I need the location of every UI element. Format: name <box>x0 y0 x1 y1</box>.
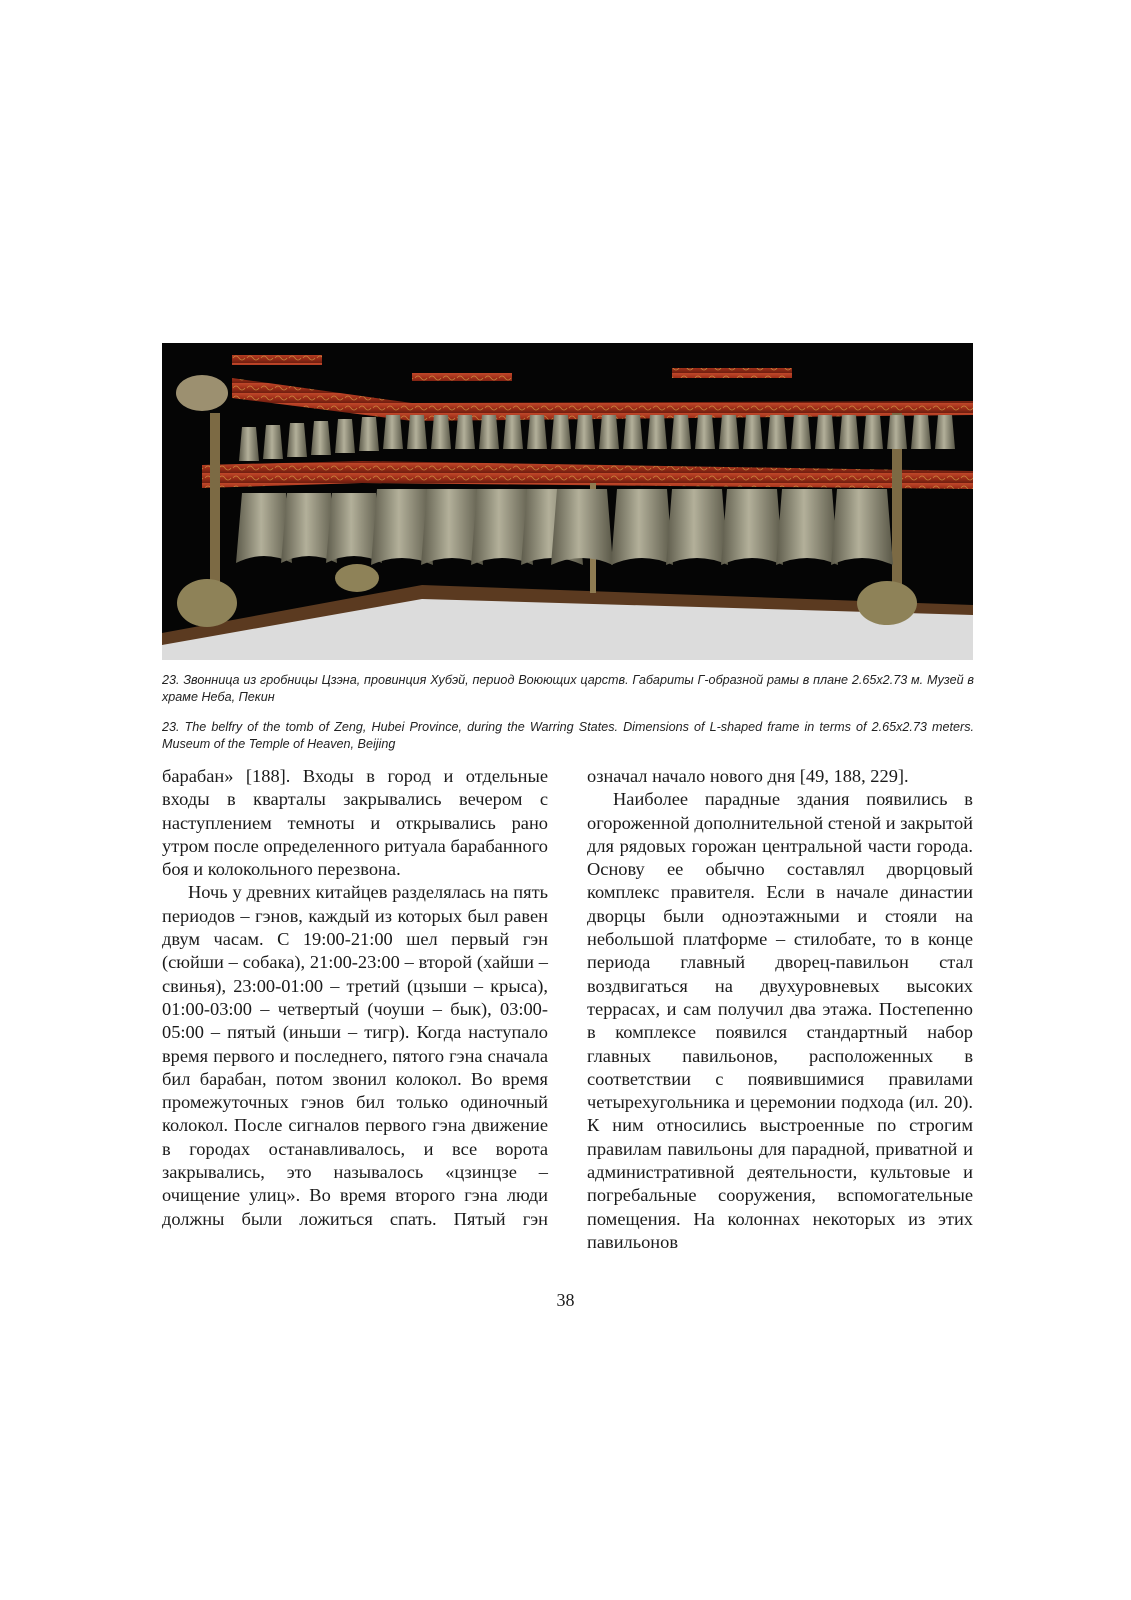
small-bell <box>575 415 595 449</box>
left-paragraph-2: Ночь у древних китайцев разделялась на пять периодов – гэнов, каждый из которых был равен двум часам. С 19:00-21:00 шел первый гэн (сюйши – собака), 21:00-23:00 – второй (хайши – свинья), 23:00-01:00 – третий (цзыши – крыса), 01:00-03:00 – четвертый (чоуши – бык), 03:00-05:00 – пятый (иньши – тигр). Когда наступало время первого и последнего, пятого гэна сначала бил барабан, потом звонил колокол. Во время промежуточных гэнов бил только одиночный колокол. После сигналов первого гэна движение в городах останавливалось, и все ворота закрывались, это называлось «цзинцзе – очищение улиц». Во время второго гэна люди должны были ложиться спать. Пятый гэн <box>162 882 548 1229</box>
large-bell <box>831 489 893 565</box>
small-bell <box>695 415 715 449</box>
small-bell <box>359 417 379 451</box>
page-number: 38 <box>556 1290 575 1310</box>
small-bell <box>863 415 883 449</box>
lower-bell-row <box>236 489 893 565</box>
small-bell <box>791 415 811 449</box>
small-bell <box>407 415 427 449</box>
small-bell <box>287 423 307 457</box>
small-bell <box>839 415 859 449</box>
small-bell <box>431 415 451 449</box>
small-bell <box>743 415 763 449</box>
small-bell <box>383 415 403 449</box>
figure-caption-russian: 23. Звонница из гробницы Цзэна, провинция Хубэй, период Воюющих царств. Габариты Г-образной рамы в плане 2.65х2.73 м. Музей в храме Неба, Пекин <box>162 673 974 704</box>
belfry-photo <box>162 343 973 660</box>
large-bell <box>721 489 783 565</box>
small-bell <box>719 415 739 449</box>
small-bell <box>935 415 955 449</box>
small-bell <box>527 415 547 449</box>
small-bell <box>479 415 499 449</box>
right-paragraph-1: означал начало нового дня [49, 188, 229]. <box>587 766 909 786</box>
small-bell <box>623 415 643 449</box>
small-bell <box>887 415 907 449</box>
small-bell <box>671 415 691 449</box>
large-bell <box>551 489 613 565</box>
small-bell <box>335 419 355 453</box>
large-bell <box>666 489 728 565</box>
large-bell <box>776 489 838 565</box>
small-bell <box>599 415 619 449</box>
belfry-illustration <box>162 343 973 660</box>
left-text-column <box>162 765 548 1231</box>
right-text-column <box>587 765 973 1254</box>
small-bell <box>647 415 667 449</box>
small-bell <box>551 415 571 449</box>
small-bell <box>767 415 787 449</box>
small-bell <box>455 415 475 449</box>
small-bell <box>815 415 835 449</box>
left-paragraph-1: барабан» [188]. Входы в город и отдельные входы в кварталы закрывались вечером с наступлением темноты и открывались рано утром после определенного ритуала барабанного боя и колокольного перезвона. <box>162 766 548 880</box>
small-bell <box>503 415 523 449</box>
small-bell <box>263 425 283 459</box>
small-bell <box>239 427 259 461</box>
large-bell <box>611 489 673 565</box>
small-bell <box>911 415 931 449</box>
right-paragraph-2: Наиболее парадные здания появились в огороженной дополнительной стеной и закрытой для рядовых горожан центральной части города. Основу ее обычно составлял дворцовый комплекс правителя. Если в начале династии дворцы были одноэтажными и стояли на небольшой платформе – стилобате, то в конце периода главный дворец-павильон стал воздвигаться на двухуровневых высоких террасах, и сам получил два этажа. Постепенно в комплексе появился стандартный набор главных павильонов, расположенных в соответствии с появившимися правилами четырехугольника и церемонии подхода (ил. 20). К ним относились выстроенные по строгим правилам павильоны для парадной, приватной и административной деятельности, культовые и погребальные сооружения, вспомогательные помещения. На колоннах некоторых из этих павильонов <box>587 789 973 1252</box>
small-bell <box>311 421 331 455</box>
figure-caption-english: 23. The belfry of the tomb of Zeng, Hubei Province, during the Warring States. Dimensions of L-shaped frame in terms of 2.65x2.73 meters. Museum of the Temple of Heaven, Beijing <box>162 720 974 751</box>
